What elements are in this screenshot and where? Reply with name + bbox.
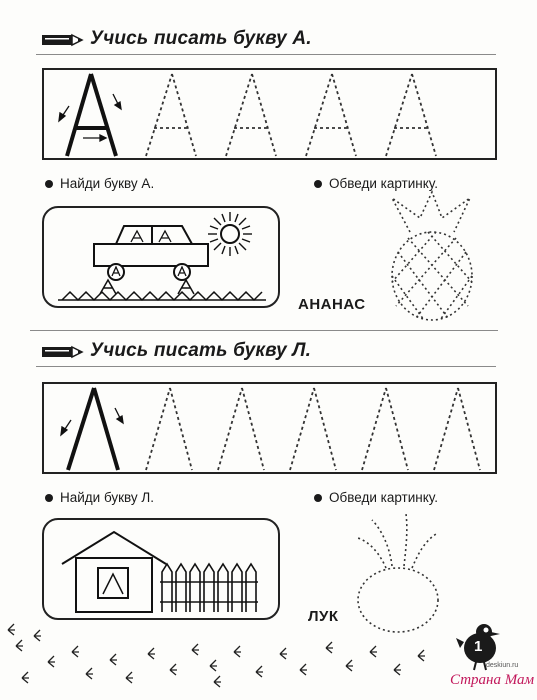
- watermark-small: deskiun.ru: [486, 662, 519, 669]
- section-l-picture-word: ЛУК: [308, 608, 339, 625]
- letter-a-trace: [146, 74, 436, 156]
- letter-a-sample: [67, 74, 116, 156]
- car-picture-frame: [42, 206, 280, 308]
- page-number: 1: [474, 638, 483, 655]
- letter-l-sample: [68, 388, 118, 470]
- letter-a-writing-frame: [42, 68, 497, 160]
- sun-icon: [208, 212, 252, 256]
- car-icon: [94, 226, 208, 294]
- pencil-icon: [40, 344, 82, 360]
- section-a-trace-label: Обведи картинку.: [329, 176, 438, 191]
- letter-l-writing-frame: [42, 382, 497, 474]
- pencil-icon: [40, 32, 82, 48]
- section-l-title: Учись писать букву Л.: [90, 340, 312, 361]
- pineapple-icon: [378, 192, 488, 322]
- fence-icon: [160, 564, 258, 612]
- house-picture-frame: [42, 518, 280, 620]
- house-icon: [62, 532, 166, 612]
- section-l-find-label: Найди букву Л.: [60, 490, 155, 505]
- section-l-trace-label: Обведи картинку.: [329, 490, 438, 505]
- section-a-find-label: Найди букву А.: [60, 176, 155, 191]
- bird-tracks-decoration: [8, 630, 468, 690]
- onion-icon: [346, 512, 446, 632]
- section-a-title: Учись писать букву А.: [90, 28, 312, 49]
- section-a-picture-word: АНАНАС: [298, 296, 366, 313]
- grass-line: [58, 292, 266, 300]
- watermark: Страна Мам: [450, 672, 535, 688]
- letter-l-trace: [146, 388, 480, 470]
